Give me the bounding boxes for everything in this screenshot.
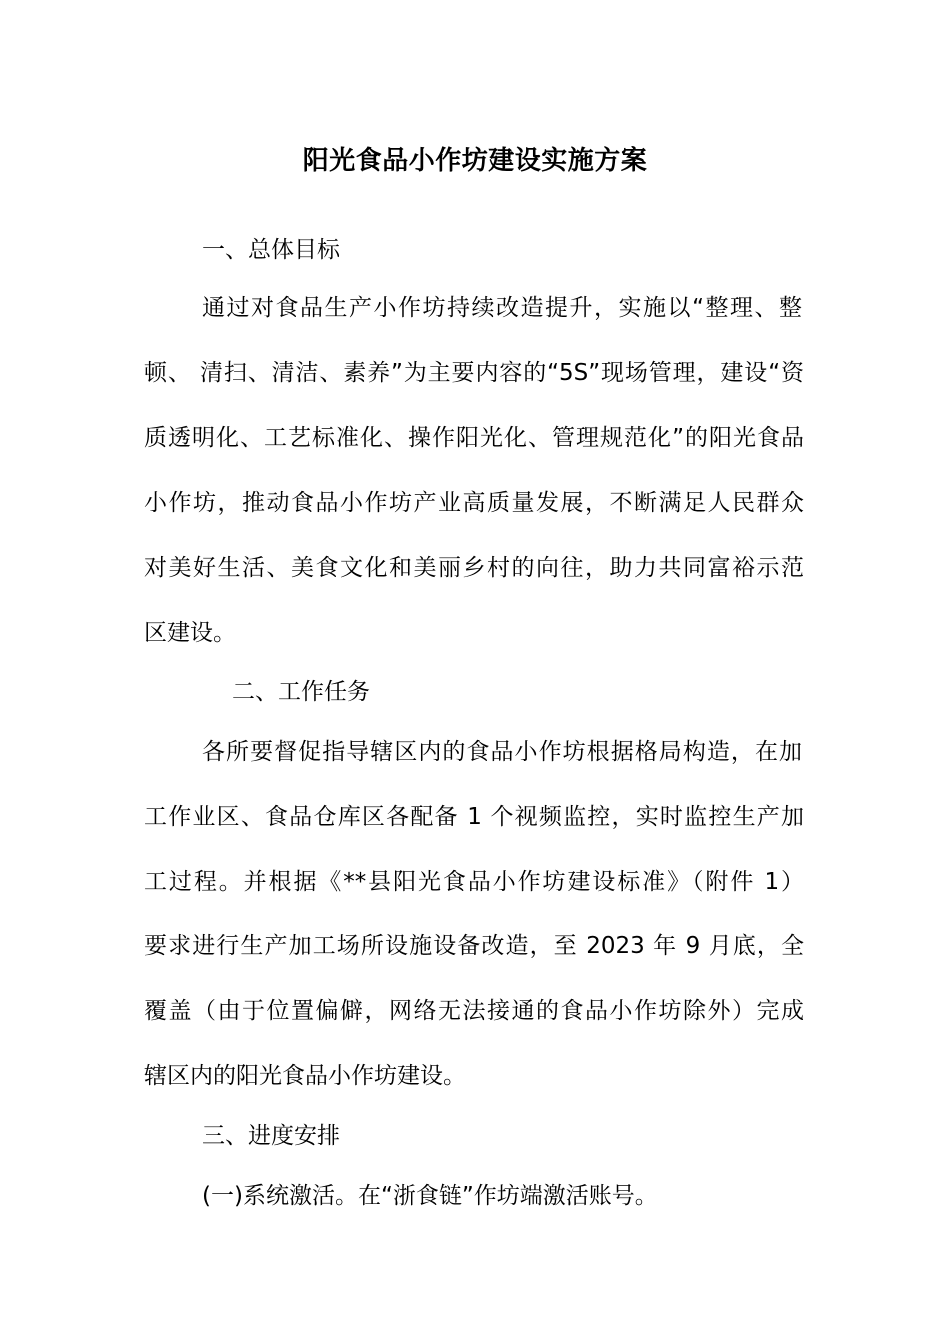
paragraph-line: 要求进行生产加工场所设施设备改造，至 2023 年 9 月底，全 (144, 933, 804, 959)
document-title: 阳光食品小作坊建设实施方案 (302, 146, 648, 176)
section-heading-schedule: 三、进度安排 (202, 1123, 340, 1149)
paragraph-line: 工过程。并根据《**县阳光食品小作坊建设标准》（附件 1） (144, 869, 804, 895)
paragraph-line: 辖区内的阳光食品小作坊建设。 (144, 1063, 466, 1089)
paragraph-line: 质透明化、工艺标准化、操作阳光化、管理规范化”的阳光食品 (144, 425, 804, 451)
paragraph-line: 区建设。 (144, 620, 236, 646)
paragraph-line: 顿、 清扫、清洁、素养”为主要内容的“5S”现场管理，建设“资 (144, 360, 804, 386)
paragraph-line: 通过对食品生产小作坊持续改造提升，实施以“整理、整 (202, 295, 802, 321)
paragraph-line: 小作坊，推动食品小作坊产业高质量发展，不断满足人民群众 (144, 490, 804, 516)
paragraph-line: 覆盖（由于位置偏僻，网络无法接通的食品小作坊除外）完成 (144, 998, 804, 1024)
paragraph-line: 各所要督促指导辖区内的食品小作坊根据格局构造，在加 (202, 739, 802, 765)
paragraph-line: (一)系统激活。在“浙食链”作坊端激活账号。 (202, 1183, 658, 1209)
paragraph-line: 工作业区、食品仓库区各配备 1 个视频监控，实时监控生产加 (144, 804, 804, 830)
section-heading-work-tasks: 二、工作任务 (232, 679, 370, 705)
paragraph-line: 对美好生活、美食文化和美丽乡村的向往，助力共同富裕示范 (144, 555, 804, 581)
section-heading-overall-goal: 一、总体目标 (202, 237, 340, 263)
